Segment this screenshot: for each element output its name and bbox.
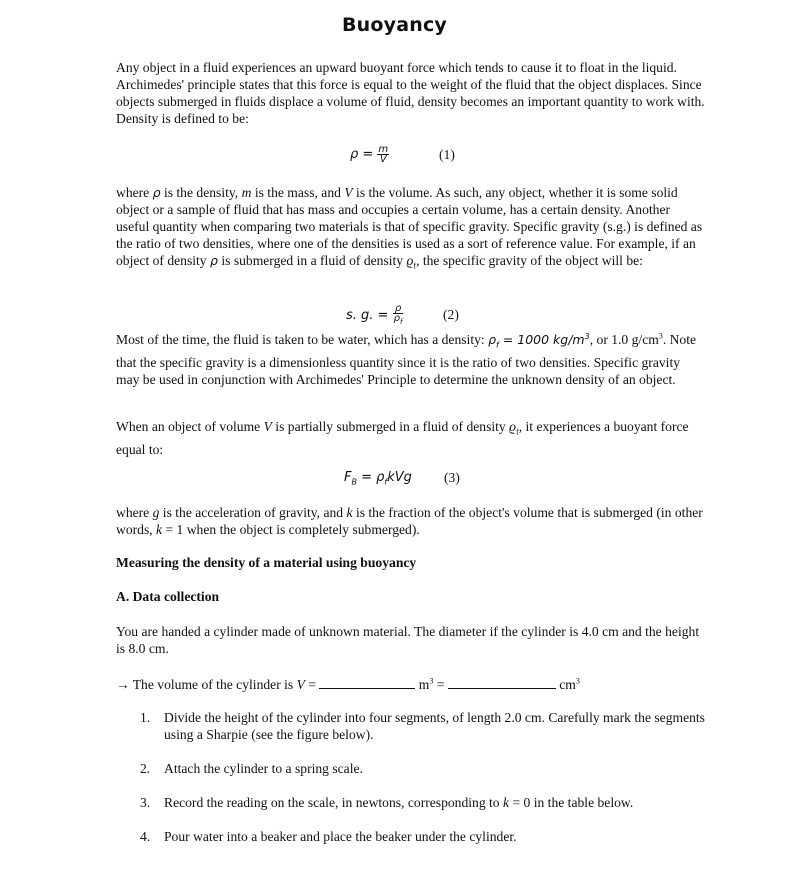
p2-v: V <box>344 185 353 200</box>
eq2-label: (2) <box>443 307 459 322</box>
step-number: 4. <box>140 829 151 844</box>
p2-rho: ρ <box>152 185 161 200</box>
subsection-heading: A. Data collection <box>116 589 220 604</box>
volume-m3-blank[interactable] <box>319 676 415 689</box>
cylinder-paragraph: You are handed a cylinder made of unknown material. The diameter if the cylinder is 4.0 cm and the height is 8.0 cm. <box>116 624 700 656</box>
section-heading: Measuring the density of a material using buoyancy <box>116 555 417 570</box>
p3-text-c: . Note that the specific gravity is a dimensionless quantity since it is the ratio of two densities. Specific gravity may be used in conjunction with Archimedes' Principle to determine the unknown density of an object. <box>116 332 697 387</box>
step3-k: k <box>503 795 510 810</box>
p2-text-d: is the volume. As such, any object, whether it is some solid object or a sample of fluid that has mass and occupies a certain volume, has a certain density. Another useful quantity when comparing two materials is that of specific gravity. Specific gravity (s.g.) is defined as the ratio of two densities, where one of the densities is used as a sort of reference value. For example, if an object of density <box>116 185 703 268</box>
step-text <box>164 794 724 811</box>
step-number: 2. <box>140 761 151 776</box>
vol-text-b: = <box>304 677 320 692</box>
p2-m: m <box>241 185 252 200</box>
p4-text-b: is partially submerged in a fluid of density <box>271 419 510 434</box>
eq1-lhs: ρ = <box>350 147 378 162</box>
eq2-fraction <box>393 304 404 327</box>
p4-text-a: When an object of volume <box>116 419 264 434</box>
step-text: Attach the cylinder to a spring scale. <box>164 761 363 776</box>
p4-text-c: , it experiences a buoyant force equal to: <box>116 419 689 457</box>
p5-k2: k <box>156 522 163 537</box>
p2-rhof-sub: f <box>413 261 417 271</box>
p4-v: V <box>263 419 272 434</box>
p2-text-f: , the specific gravity of the object will be: <box>416 253 643 268</box>
p5-text-b: is the acceleration of gravity, and <box>159 505 347 520</box>
p2-text-b: is the density, <box>160 185 242 200</box>
vol-unit1-sup: 3 <box>429 676 434 686</box>
step3-pre: Record the reading on the scale, in newtons, corresponding to <box>164 795 503 810</box>
eq3-label: (3) <box>444 470 460 485</box>
p3-math-rho: ρ <box>488 332 497 347</box>
eq2-den-rho: ρ <box>393 313 400 324</box>
p2-text-a: where <box>116 185 153 200</box>
page-title: Buoyancy <box>341 14 448 36</box>
buoyant-force-intro <box>116 418 706 458</box>
p5-text-c: is the fraction of the object's volume that is submerged (in other words, <box>116 505 703 537</box>
intro-paragraph: Any object in a fluid experiences an upward buoyant force which tends to cause it to float in the liquid. Archimedes' principle states that this force is equal to the weight of the fluid that the object displaces. Since objects submerged in fluids displace a volume of fluid, density becomes an important quantity to work with. Density is defined to be: <box>116 60 705 126</box>
p2-text-c: is the mass, and <box>251 185 345 200</box>
eq2-denominator <box>393 314 404 327</box>
p3-text-a: Most of the time, the fluid is taken to be water, which has a density: <box>116 332 489 347</box>
equation-buoyant-force <box>344 470 412 487</box>
vol-unit1: m <box>415 677 430 692</box>
vol-v: V <box>296 677 305 692</box>
p2-rhof: ϱ <box>406 253 414 268</box>
arrow-icon: → <box>116 677 130 692</box>
eq2-den-sub: f <box>399 318 403 326</box>
volume-line <box>116 676 716 693</box>
eq3-mid: = ρ <box>356 470 385 485</box>
p5-k: k <box>346 505 353 520</box>
equation-density <box>350 145 389 164</box>
p5-text-d: = 1 when the object is completely submerged). <box>162 522 420 537</box>
water-density-paragraph <box>116 331 706 388</box>
eq1-label: (1) <box>439 147 455 162</box>
p4-rhof: ϱ <box>509 419 517 434</box>
step-text: Divide the height of the cylinder into four segments, of length 2.0 cm. Carefully mark the segments using a Sharpie (see the figure below). <box>164 710 705 742</box>
p2-text-e: is submerged in a fluid of density <box>217 253 407 268</box>
eq3-f: F <box>344 470 352 485</box>
eq3-rest: kVg <box>387 470 412 485</box>
eq1-denominator: V <box>379 154 387 165</box>
p3-math-rest: = 1000 kg/m <box>498 332 585 347</box>
vol-text-c: = <box>433 677 448 692</box>
p3-text-b: , or 1.0 g/cm <box>589 332 659 347</box>
step3-post: = 0 in the table below. <box>509 795 634 810</box>
p3-math-sup: 3 <box>584 331 590 341</box>
step-number: 3. <box>140 795 151 810</box>
p3-math-sub: f <box>496 340 499 350</box>
p4-rhof-sub: f <box>516 427 519 437</box>
eq3-f-sub: B <box>351 477 357 487</box>
gravity-paragraph <box>116 504 706 538</box>
step-number: 1. <box>140 710 151 725</box>
eq2-lhs: s. g. = <box>346 308 393 323</box>
p2-rho2: ρ <box>210 253 218 268</box>
eq3-mid-sub: f <box>384 477 388 487</box>
p5-g: g <box>152 505 160 520</box>
eq1-fraction <box>377 145 389 164</box>
p3-b-sup: 3 <box>658 331 663 341</box>
equation-specific-gravity <box>346 304 403 327</box>
vol-text-a: The volume of the cylinder is <box>129 677 297 692</box>
step-text: Pour water into a beaker and place the beaker under the cylinder. <box>164 829 517 844</box>
vol-unit2: cm <box>555 677 576 692</box>
eq1-numerator: m <box>378 144 389 155</box>
volume-cm3-blank[interactable] <box>448 676 556 689</box>
density-paragraph <box>116 184 706 275</box>
eq2-numerator: ρ <box>393 304 404 314</box>
p3-math <box>488 331 590 350</box>
vol-unit2-sup: 3 <box>575 676 580 686</box>
p5-text-a: where <box>116 505 153 520</box>
